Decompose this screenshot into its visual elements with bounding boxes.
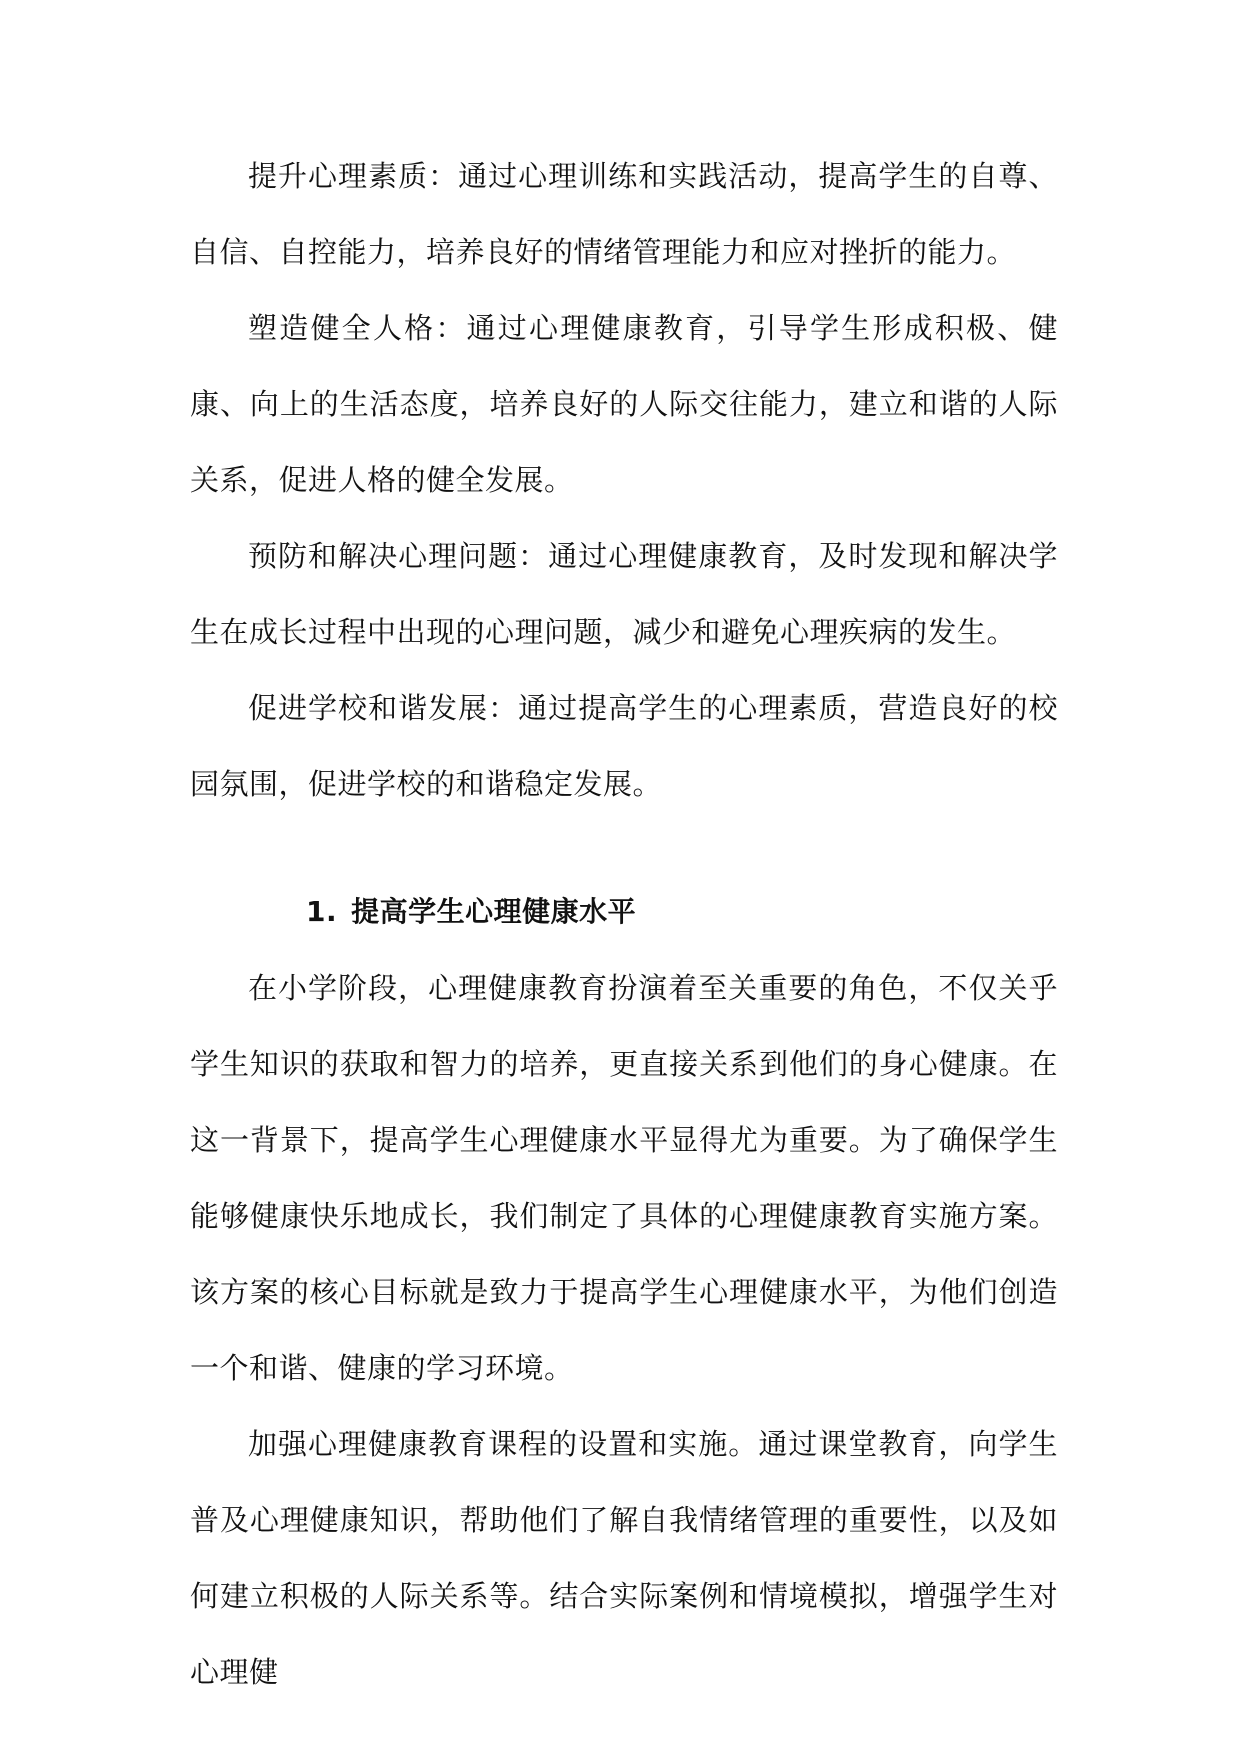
paragraph-primary-school: 在小学阶段，心理健康教育扮演着至关重要的角色，不仅关乎学生知识的获取和智力的培养，更直接关系到他们的身心健康。在这一背景下，提高学生心理健康水平显得尤为重要。为了确保学生能够健康快乐地成长，我们制定了具体的心理健康教育实施方案。该方案的核心目标就是致力于提高学生心理健康水平，为他们创造一个和谐、健康的学习环境。 (190, 971, 1058, 1385)
paragraph-sound-personality: 塑造健全人格：通过心理健康教育，引导学生形成积极、健康、向上的生活态度，培养良好的人际交往能力，建立和谐的人际关系，促进人格的健全发展。 (190, 311, 1058, 497)
document-body (190, 138, 1058, 1710)
paragraph-curriculum: 加强心理健康教育课程的设置和实施。通过课堂教育，向学生普及心理健康知识，帮助他们了解自我情绪管理的重要性，以及如何建立积极的人际关系等。结合实际案例和情境模拟，增强学生对心理健 (190, 1427, 1058, 1689)
section-number: 1. (306, 895, 338, 928)
section-heading (190, 874, 1058, 950)
section-title: 提高学生心理健康水平 (351, 895, 637, 928)
paragraph-school-harmony: 促进学校和谐发展：通过提高学生的心理素质，营造良好的校园氛围，促进学校的和谐稳定发展。 (190, 691, 1058, 801)
paragraph-prevent-problems: 预防和解决心理问题：通过心理健康教育，及时发现和解决学生在成长过程中出现的心理问题，减少和避免心理疾病的发生。 (190, 539, 1058, 649)
paragraph-mental-quality: 提升心理素质：通过心理训练和实践活动，提高学生的自尊、自信、自控能力，培养良好的情绪管理能力和应对挫折的能力。 (190, 159, 1058, 269)
